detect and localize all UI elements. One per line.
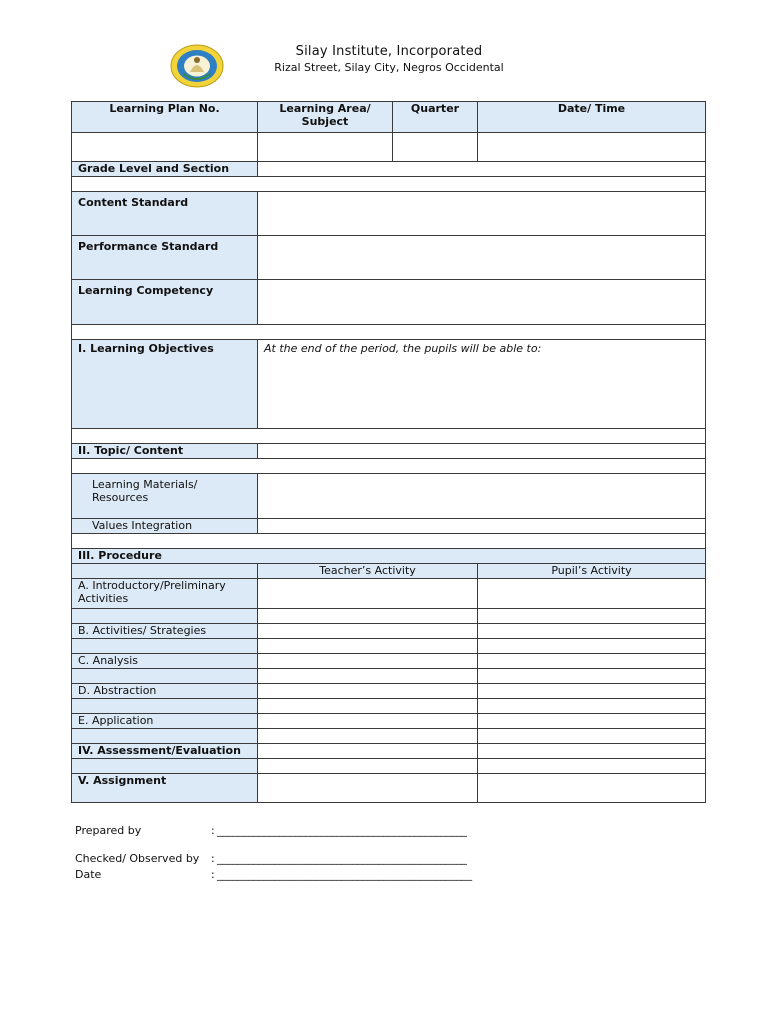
- learning-plan-no-header: Learning Plan No.: [72, 102, 258, 133]
- table-row: [72, 192, 706, 236]
- learning-materials-label: Learning Materials/ Resources: [72, 474, 258, 519]
- colon: :: [211, 824, 215, 837]
- pupil-activity-cell[interactable]: [478, 669, 706, 684]
- spacer-cell: [72, 459, 706, 474]
- spacer-row: [72, 177, 706, 192]
- pupil-activity-cell[interactable]: [478, 654, 706, 669]
- assessment-label: IV. Assessment/Evaluation: [72, 744, 258, 759]
- pupil-activity-cell[interactable]: [478, 759, 706, 774]
- grade-level-label: Grade Level and Section: [72, 162, 258, 177]
- spacer-cell: [72, 534, 706, 549]
- date-line[interactable]: _________________________________________________: [217, 868, 472, 881]
- procedure-row: [72, 549, 706, 564]
- spacer-row: [72, 429, 706, 444]
- values-integration-field[interactable]: [258, 519, 706, 534]
- table-row: [72, 714, 706, 729]
- performance-standard-field[interactable]: [258, 236, 706, 280]
- learning-materials-field[interactable]: [258, 474, 706, 519]
- assignment-pupil-cell[interactable]: [478, 774, 706, 803]
- step-spacer-cell: [72, 609, 258, 624]
- table-row: [72, 759, 706, 774]
- learning-plan-table: [71, 101, 706, 803]
- step-analysis-label: C. Analysis: [72, 654, 258, 669]
- table-row: [72, 654, 706, 669]
- step-abstraction-label: D. Abstraction: [72, 684, 258, 699]
- date-time-header: Date/ Time: [478, 102, 706, 133]
- step-introductory-label: A. Introductory/Preliminary Activities: [72, 579, 258, 609]
- pupil-activity-cell[interactable]: [478, 699, 706, 714]
- topic-content-field[interactable]: [258, 444, 706, 459]
- teacher-activity-header: Teacher’s Activity: [258, 564, 478, 579]
- pupil-activity-cell[interactable]: [478, 729, 706, 744]
- colon: :: [211, 852, 215, 865]
- pupil-activity-cell[interactable]: [478, 684, 706, 699]
- pupil-activity-cell[interactable]: [478, 639, 706, 654]
- pupil-activity-header: Pupil’s Activity: [478, 564, 706, 579]
- table-row: [72, 609, 706, 624]
- assessment-pupil-cell[interactable]: [478, 744, 706, 759]
- teacher-activity-cell[interactable]: [258, 579, 478, 609]
- table-row: [72, 639, 706, 654]
- values-integration-label: Values Integration: [72, 519, 258, 534]
- teacher-activity-cell[interactable]: [258, 714, 478, 729]
- learning-area-cell[interactable]: [258, 133, 393, 162]
- step-spacer-cell: [72, 699, 258, 714]
- spacer-row: [72, 459, 706, 474]
- table-row: [72, 684, 706, 699]
- spacer-cell: [72, 429, 706, 444]
- table-row: [72, 236, 706, 280]
- checked-by-line[interactable]: ________________________________________________: [217, 852, 467, 865]
- teacher-activity-cell[interactable]: [258, 639, 478, 654]
- topic-content-label: II. Topic/ Content: [72, 444, 258, 459]
- content-standard-label: Content Standard: [72, 192, 258, 236]
- pupil-activity-cell[interactable]: [478, 714, 706, 729]
- teacher-activity-cell[interactable]: [258, 669, 478, 684]
- table-header-values-row: [72, 133, 706, 162]
- teacher-activity-cell[interactable]: [258, 624, 478, 639]
- teacher-activity-cell[interactable]: [258, 759, 478, 774]
- procedure-corner-cell: [72, 564, 258, 579]
- spacer-cell: [72, 325, 706, 340]
- pupil-activity-cell[interactable]: [478, 609, 706, 624]
- assessment-teacher-cell[interactable]: [258, 744, 478, 759]
- teacher-activity-cell[interactable]: [258, 609, 478, 624]
- teacher-activity-cell[interactable]: [258, 699, 478, 714]
- step-spacer-cell: [72, 639, 258, 654]
- content-standard-field[interactable]: [258, 192, 706, 236]
- procedure-header-row: [72, 564, 706, 579]
- spacer-row: [72, 325, 706, 340]
- quarter-cell[interactable]: [393, 133, 478, 162]
- date-time-cell[interactable]: [478, 133, 706, 162]
- table-row: [72, 579, 706, 609]
- learning-objectives-label: I. Learning Objectives: [72, 340, 258, 429]
- step-activities-label: B. Activities/ Strategies: [72, 624, 258, 639]
- table-row: [72, 669, 706, 684]
- step-application-label: E. Application: [72, 714, 258, 729]
- table-row: [72, 280, 706, 325]
- learning-plan-no-cell[interactable]: [72, 133, 258, 162]
- table-header-row: [72, 102, 706, 133]
- table-row: [72, 744, 706, 759]
- table-row: [72, 340, 706, 429]
- table-row: [72, 699, 706, 714]
- pupil-activity-cell[interactable]: [478, 624, 706, 639]
- date-label: Date: [75, 868, 102, 881]
- learning-area-header: Learning Area/ Subject: [258, 102, 393, 133]
- table-row: [72, 729, 706, 744]
- spacer-cell: [72, 177, 706, 192]
- prepared-by-label: Prepared by: [75, 824, 142, 837]
- learning-competency-label: Learning Competency: [72, 280, 258, 325]
- table-row: [72, 474, 706, 519]
- step-spacer-cell: [72, 759, 258, 774]
- assignment-teacher-cell[interactable]: [258, 774, 478, 803]
- procedure-label: III. Procedure: [72, 549, 706, 564]
- spacer-row: [72, 534, 706, 549]
- institution-address: Rizal Street, Silay City, Negros Occidental: [274, 61, 504, 74]
- step-spacer-cell: [72, 669, 258, 684]
- teacher-activity-cell[interactable]: [258, 654, 478, 669]
- grade-level-field[interactable]: [258, 162, 706, 177]
- prepared-by-line[interactable]: ________________________________________________: [217, 824, 467, 837]
- pupil-activity-cell[interactable]: [478, 579, 706, 609]
- colon: :: [211, 868, 215, 881]
- learning-objectives-field[interactable]: At the end of the period, the pupils will be able to:: [258, 340, 706, 429]
- learning-competency-field[interactable]: [258, 280, 706, 325]
- institution-name: Silay Institute, Incorporated: [295, 44, 483, 59]
- step-spacer-cell: [72, 729, 258, 744]
- quarter-header: Quarter: [393, 102, 478, 133]
- table-row: [72, 624, 706, 639]
- teacher-activity-cell[interactable]: [258, 684, 478, 699]
- teacher-activity-cell[interactable]: [258, 729, 478, 744]
- table-row: [72, 162, 706, 177]
- checked-by-label: Checked/ Observed by: [75, 852, 200, 865]
- performance-standard-label: Performance Standard: [72, 236, 258, 280]
- table-row: [72, 774, 706, 803]
- table-row: [72, 444, 706, 459]
- assignment-label: V. Assignment: [72, 774, 258, 803]
- table-row: [72, 519, 706, 534]
